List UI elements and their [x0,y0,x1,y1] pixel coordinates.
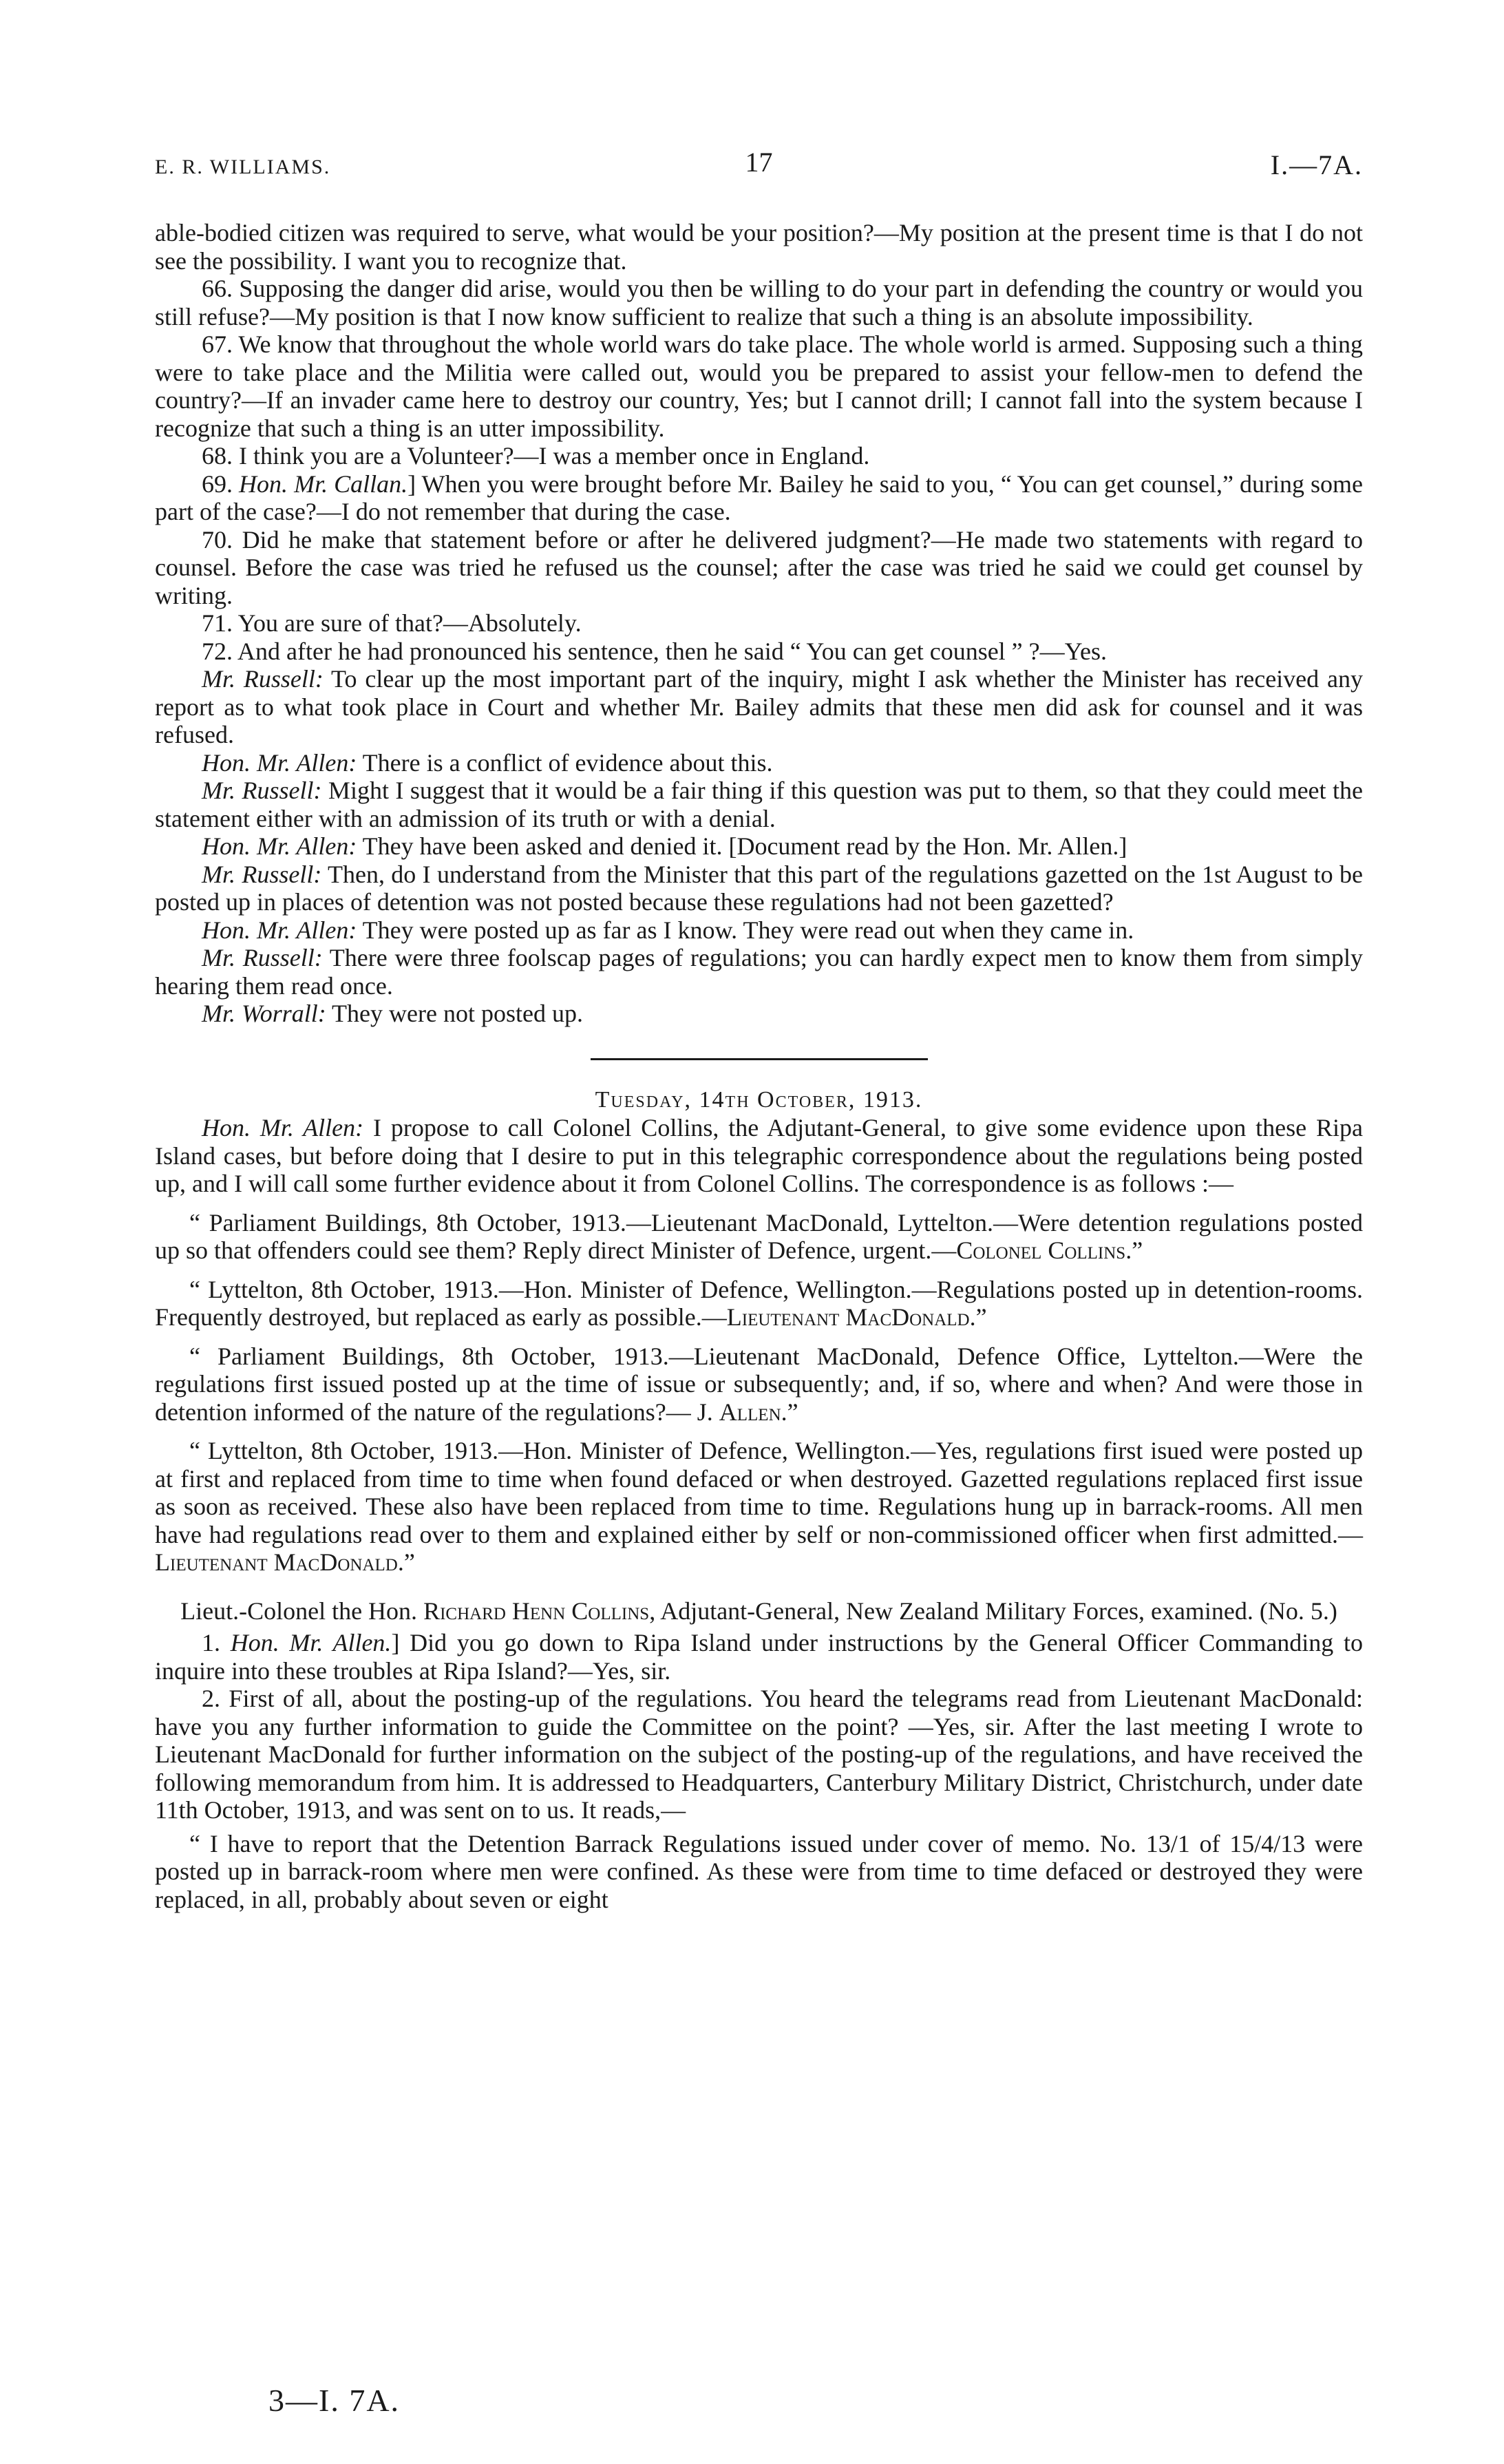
question-number: 1. [202,1629,231,1656]
closing-quote: ” [1132,1236,1143,1264]
dialogue-entry [155,1000,1363,1028]
telegram-2 [155,1276,1363,1331]
header-author: E. R. WILLIAMS. [155,156,331,178]
speaker-name: Hon. Mr. Allen. [230,1629,392,1656]
dialogue-text: There were three foolscap pages of regulations; you can hardly expect men to know them from simply hearing them read once. [155,944,1363,1000]
dialogue-text: They have been asked and denied it. [Document read by the Hon. Mr. Allen.] [357,832,1127,860]
dialogue-entry [155,832,1363,861]
telegram-text: “ Parliament Buildings, 8th October, 1913.—Lieutenant MacDonald, Defence Office, Lyttelton.—Were the regulations first issued posted up at the time of issue or subsequently; and, if so, where and when? And were those in detention informed of the nature of the regulations?— J. [155,1342,1363,1426]
dialogue-entry [155,665,1363,749]
telegram-text: “ Lyttelton, 8th October, 1913.—Hon. Minister of Defence, Wellington.—Regulations posted up in detention-rooms. Frequently destroyed, but replaced as early as possible.— [155,1275,1363,1331]
dialogue-entry [155,944,1363,1000]
telegram-text: “ Parliament Buildings, 8th October, 1913.—Lieutenant MacDonald, Lyttelton.—Were detention regulations posted up so that offenders could see them? Reply direct Minister of Defence, urgent.— [155,1208,1363,1264]
closing-quote: ” [787,1398,798,1426]
question-71: 71. You are sure of that?—Absolutely. [202,609,582,637]
paragraph-continued: able-bodied citizen was required to serve, what would be your position?—My position at the present time is that I do not see the possibility. I want you to recognize that. [155,219,1363,275]
witness-heading: Lieut.-Colonel the Hon. Richard Henn Collins, Adjutant-General, New Zealand Military Forces, examined. (No. 5.) [180,1597,1337,1625]
dialogue-entry [155,777,1363,832]
speaker-name: Mr. Russell: [202,944,323,971]
telegram-signature: Lieutenant MacDonald. [155,1548,404,1576]
intro-statement [155,1114,1363,1198]
telegram-signature: Colonel Collins. [956,1236,1132,1264]
dialogue-text: I propose to call Colonel Collins, the Adjutant-General, to give some evidence upon these Ripa Island cases, but before doing that I desire to put in this telegraphic correspondence about the regulations being posted up, and I will call some further evidence about it from Colonel Collins. The correspondence is as follows :— [155,1114,1364,1197]
closing-quote: ” [403,1548,415,1576]
telegram-text: “ Lyttelton, 8th October, 1913.—Hon. Minister of Defence, Wellington.—Yes, regulations first isued were posted up at first and replaced from time to time when found defaced or when destroyed. Gazetted regulations replaced first issue as soon as received. These also have been replaced from time to time. Regulations hung up in barrack-rooms. All men have had regulations read over to them and explained either by self or non-commissioned officer when first admitted.— [155,1437,1363,1548]
dialogue-entry [155,916,1363,945]
header-reference: I.—7A. [1270,149,1363,180]
closing-quote: ” [975,1303,987,1331]
dialogue-text: Then, do I understand from the Minister that this part of the regulations gazetted on the 1st August to be posted up in places of detention was not posted because these regulations had not been gazetted? [155,860,1363,916]
memorandum-quote: “ I have to report that the Detention Barrack Regulations issued under cover of memo. No. 13/1 of 15/4/13 were posted up in barrack-room where men were confined. As these were from time to time defaced or destroyed they were replaced, in all, probably about seven or eight [155,1829,1363,1913]
dialogue-text: They were not posted up. [326,1000,583,1027]
telegram-signature: Allen. [719,1398,787,1426]
witness-name: Richard Henn Collins [423,1597,650,1625]
speaker-name: Hon. Mr. Allen: [202,1114,364,1141]
dialogue-entry [155,861,1363,916]
question-69 [155,470,1363,526]
speaker-name: Hon. Mr. Allen: [202,832,357,860]
question-70: 70. Did he make that statement before or after he delivered judgment?—He made two statements with regard to counsel. Before the case was tried he refused us the counsel; after the case was tried he said we could get counsel by writing. [155,525,1363,609]
telegram-3 [155,1342,1363,1426]
speaker-name: Mr. Worrall: [202,1000,326,1027]
signature-mark: 3—I. 7A. [268,2383,401,2418]
speaker-name: Mr. Russell: [202,665,324,693]
telegram-4 [155,1437,1363,1577]
question-68: 68. I think you are a Volunteer?—I was a member once in England. [202,442,870,470]
telegram-1 [155,1209,1363,1265]
question-72: 72. And after he had pronounced his sentence, then he said “ You can get counsel ” ?—Yes. [202,637,1108,665]
page-number: 17 [745,147,773,178]
speaker-name: Mr. Russell: [202,860,322,888]
dialogue-text: Might I suggest that it would be a fair thing if this question was put to them, so that they could meet the statement either with an admission of its truth or with a denial. [155,777,1363,832]
question-text: ] Did you go down to Ripa Island under instructions by the General Officer Commanding to inquire into these troubles at Ripa Island?—Yes, sir. [155,1629,1364,1685]
page-header [155,146,1363,187]
dialogue-text: They were posted up as far as I know. They were read out when they came in. [357,916,1134,944]
dialogue-text: To clear up the most important part of the inquiry, might I ask whether the Minister has received any report as to what took place in Court and whether Mr. Bailey admits that these men did ask for counsel and it was refused. [155,665,1363,748]
question-66: 66. Supposing the danger did arise, would you then be willing to do your part in defending the country or would you still refuse?—My position is that I now know sufficient to realize that such a thing is an absolute impossibility. [155,275,1363,330]
telegram-signature: Lieutenant MacDonald. [726,1303,976,1331]
dialogue-entry [155,749,1363,777]
page-body [155,219,1363,1913]
speaker-name: Hon. Mr. Callan. [239,470,408,498]
question-text: ] When you were brought before Mr. Bailey he said to you, “ You can get counsel,” during some part of the case?—I do not remember that during the case. [155,470,1363,525]
question-67: 67. We know that throughout the whole world wars do take place. The whole world is armed. Supposing such a thing were to take place and the Militia were called out, would you be prepared to assist your fellow-men to defend the country?—If an invader came here to destroy our country, Yes; but I cannot drill; I cannot fall into the system because I recognize that such a thing is an utter impossibility. [155,330,1363,442]
section-divider [591,1058,928,1060]
day-heading: Tuesday, 14th October, 1913. [595,1086,923,1113]
question-number: 69. [202,470,233,498]
speaker-name: Hon. Mr. Allen: [202,748,357,777]
dialogue-text: There is a conflict of evidence about this. [357,748,773,777]
speaker-name: Mr. Russell: [202,777,322,804]
question-1 [155,1629,1363,1685]
speaker-name: Hon. Mr. Allen: [202,916,357,944]
question-2: 2. First of all, about the posting-up of the regulations. You heard the telegrams read from Lieutenant MacDonald: have you any further information to guide the Committee on the point? —Yes, sir. After the last meeting I wrote to Lieutenant MacDonald for further information on the subject of the posting-up of the regulations, and have received the following memorandum from him. It is addressed to Headquarters, Canterbury Military District, Christchurch, under date 11th October, 1913, and was sent on to us. It reads,— [155,1685,1363,1824]
